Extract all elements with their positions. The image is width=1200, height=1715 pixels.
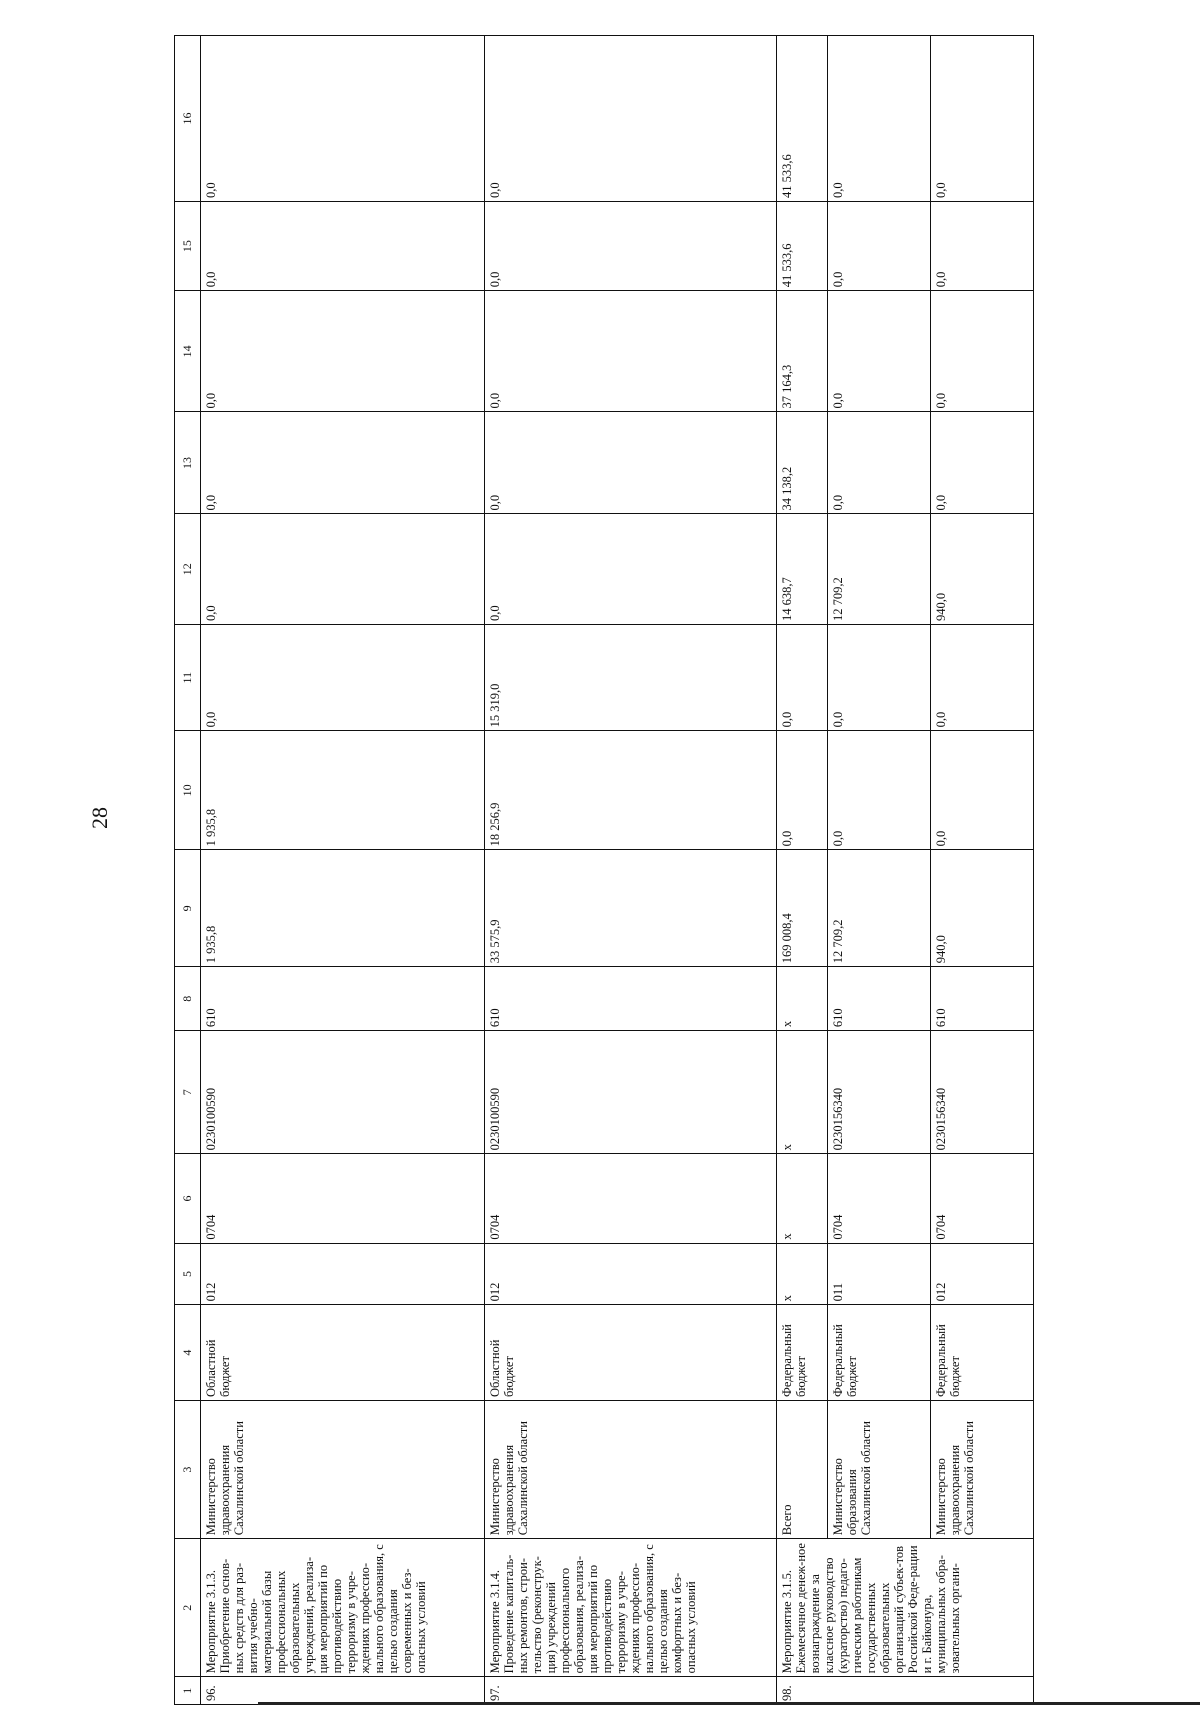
header-cell: 11	[175, 625, 201, 731]
header-row	[175, 36, 201, 1705]
table-cell: 169 008,4	[777, 850, 827, 967]
header-cell: 14	[175, 291, 201, 412]
table-cell: 1 935,8	[201, 850, 485, 967]
header-cell: 3	[175, 1401, 201, 1539]
header-cell: 1	[175, 1677, 201, 1705]
page-number: 28	[87, 807, 112, 829]
table-cell: 0,0	[930, 36, 1033, 202]
table-cell: 011	[827, 1243, 930, 1305]
table-cell: 0,0	[930, 412, 1033, 514]
measure-description: Мероприятие 3.1.4. Проведение капиталь-ных ремонтов, строи-тельство (реконструк-ция) учреждений профессионального образования, реализа-ция мероприятий по противодействию терроризму в учре-ждениях профессио-нального образования, с целью создания комфортных и без-опасных условий	[485, 1539, 777, 1677]
table-cell: 41 533,6	[777, 201, 827, 290]
table-row	[201, 36, 485, 1705]
table-cell: 14 638,7	[777, 514, 827, 625]
header-cell: 13	[175, 412, 201, 514]
measure-description: Мероприятие 3.1.5. Ежемесячное денеж-ное вознаграждение за классное руководство (кураторство) педаго-гическим работникам государственных образовательных организаций субъек-тов Российской Феде-рации и г. Байконура, муниципальных обра-зовательных органи-	[777, 1539, 1034, 1677]
responsible-executor: Министерство здравоохранения Сахалинской области	[930, 1401, 1033, 1539]
table-cell: 610	[201, 967, 485, 1031]
table-cell: 940,0	[930, 514, 1033, 625]
table-cell: 0,0	[827, 731, 930, 850]
table-cell: 0,0	[777, 625, 827, 731]
table-cell: 0704	[485, 1154, 777, 1243]
table-cell: 1 935,8	[201, 731, 485, 850]
table-cell: x	[777, 967, 827, 1031]
table-cell: 0230100590	[485, 1031, 777, 1154]
table-cell: 37 164,3	[777, 291, 827, 412]
table-row	[827, 36, 930, 1705]
funding-source: Федеральный бюджет	[930, 1305, 1033, 1401]
table-cell: x	[777, 1154, 827, 1243]
row-number: 97.	[485, 1677, 777, 1705]
header-cell: 2	[175, 1539, 201, 1677]
table-cell: 610	[485, 967, 777, 1031]
responsible-executor: Всего	[777, 1401, 827, 1539]
header-cell: 7	[175, 1031, 201, 1154]
funding-source: Федеральный бюджет	[777, 1305, 827, 1401]
row-number: 98.	[777, 1677, 1034, 1705]
table-cell: 0,0	[827, 291, 930, 412]
table-cell: 0,0	[485, 291, 777, 412]
table-cell: x	[777, 1243, 827, 1305]
table-cell: 18 256,9	[485, 731, 777, 850]
header-cell: 6	[175, 1154, 201, 1243]
table-cell: 0,0	[201, 625, 485, 731]
row-number: 96.	[201, 1677, 485, 1705]
table-cell: 12 709,2	[827, 850, 930, 967]
table-cell: 33 575,9	[485, 850, 777, 967]
table-cell: 0,0	[201, 36, 485, 202]
table-cell: 610	[827, 967, 930, 1031]
responsible-executor: Министерство здравоохранения Сахалинской области	[201, 1401, 485, 1539]
table-cell: 34 138,2	[777, 412, 827, 514]
header-cell: 16	[175, 36, 201, 202]
table-cell: 0,0	[827, 201, 930, 290]
table-cell: 0,0	[201, 291, 485, 412]
header-cell: 9	[175, 850, 201, 967]
table-cell: 0,0	[485, 201, 777, 290]
table-cell: 0,0	[485, 36, 777, 202]
table-cell: 0,0	[485, 514, 777, 625]
measure-description: Мероприятие 3.1.3. Приобретение основ-ных средств для раз-вития учебно-материальной базы профессиональных образовательных учреждений, реализа-ция мероприятий по противодействию терроризму в учре-ждениях профессио-нального образования, с целью создания современных и без-опасных условий	[201, 1539, 485, 1677]
table-cell: 0704	[930, 1154, 1033, 1243]
table-cell: 0,0	[485, 412, 777, 514]
table-cell: 0,0	[827, 36, 930, 202]
table-row	[777, 36, 827, 1705]
table-cell: 610	[930, 967, 1033, 1031]
header-cell: 10	[175, 731, 201, 850]
responsible-executor: Министерство здравоохранения Сахалинской области	[485, 1401, 777, 1539]
table-cell: 0,0	[930, 291, 1033, 412]
table-cell: 0230156340	[930, 1031, 1033, 1154]
responsible-executor: Министерство образования Сахалинской области	[827, 1401, 930, 1539]
table-row	[485, 36, 777, 1705]
table-cell: 15 319,0	[485, 625, 777, 731]
funding-source: Областной бюджет	[201, 1305, 485, 1401]
funding-source: Областной бюджет	[485, 1305, 777, 1401]
table-cell: 0,0	[930, 201, 1033, 290]
table-cell: 012	[201, 1243, 485, 1305]
table-cell: x	[777, 1031, 827, 1154]
table-cell: 0,0	[201, 201, 485, 290]
table-cell: 0704	[201, 1154, 485, 1243]
table-cell: 012	[485, 1243, 777, 1305]
table-cell: 0,0	[930, 731, 1033, 850]
header-cell: 5	[175, 1243, 201, 1305]
table-cell: 0,0	[201, 412, 485, 514]
header-cell: 8	[175, 967, 201, 1031]
table-cell: 41 533,6	[777, 36, 827, 202]
funding-source: Федеральный бюджет	[827, 1305, 930, 1401]
budget-table	[174, 35, 1034, 1705]
table-cell: 012	[930, 1243, 1033, 1305]
table-cell: 0,0	[777, 731, 827, 850]
header-cell: 4	[175, 1305, 201, 1401]
table-cell: 0,0	[827, 625, 930, 731]
table-cell: 12 709,2	[827, 514, 930, 625]
table-cell: 0230156340	[827, 1031, 930, 1154]
scan-edge-line	[258, 1702, 1200, 1705]
header-cell: 12	[175, 514, 201, 625]
table-cell: 0230100590	[201, 1031, 485, 1154]
header-cell: 15	[175, 201, 201, 290]
table-cell: 0704	[827, 1154, 930, 1243]
table-cell: 0,0	[930, 625, 1033, 731]
table-cell: 0,0	[827, 412, 930, 514]
table-cell: 0,0	[201, 514, 485, 625]
table-cell: 940,0	[930, 850, 1033, 967]
budget-table-wrapper	[174, 35, 1034, 1705]
table-row	[930, 36, 1033, 1705]
